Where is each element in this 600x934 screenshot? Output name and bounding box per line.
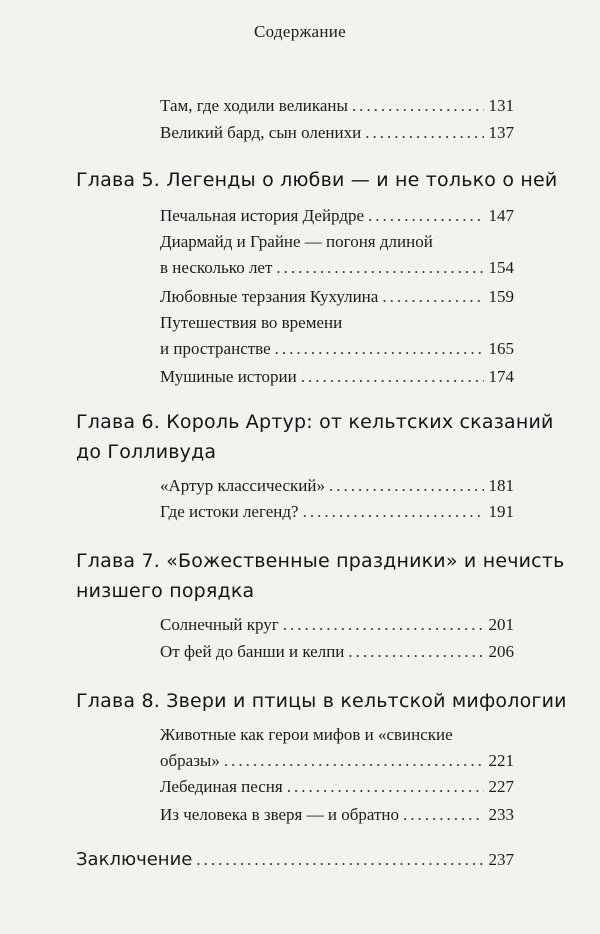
chapter-title: Глава 5. Легенды о любви — и не только о ней [76, 169, 558, 191]
toc-entry-title: образы» [160, 751, 220, 770]
toc-entry-page: 137 [488, 123, 514, 142]
toc-entry-title: Там, где ходили великаны [160, 96, 348, 115]
toc-entry-title-line: Животные как герои мифов и «свинские [160, 725, 453, 744]
dot-leader [276, 255, 484, 281]
dot-leader [352, 93, 484, 119]
chapter-heading [76, 686, 567, 716]
conclusion-title: Заключение [76, 849, 193, 870]
dot-leader [275, 336, 484, 362]
toc-entry-page: 201 [488, 615, 514, 634]
toc-entry-page: 165 [488, 339, 514, 358]
toc-entry-title: Любовные терзания Кухулина [160, 287, 379, 306]
toc-entry-title: Из человека в зверя — и обратно [160, 805, 400, 824]
chapter-title: Глава 8. Звери и птицы в кельтской мифологии [76, 690, 567, 712]
toc-entry-title: Солнечный круг [160, 615, 279, 634]
toc-entry-title-line: Путешествия во времени [160, 313, 343, 332]
dot-leader [196, 847, 484, 873]
dot-leader [382, 284, 484, 310]
toc-entry [160, 802, 514, 828]
toc-entry [160, 639, 514, 665]
dot-leader [283, 612, 484, 638]
chapter-heading [76, 407, 554, 467]
toc-entry-title: «Артур классический» [160, 476, 326, 495]
toc-entry-page: 227 [488, 777, 514, 796]
conclusion-page: 237 [488, 850, 514, 869]
toc-entry-page: 159 [488, 287, 514, 306]
dot-leader [403, 802, 484, 828]
toc-entry-title: Печальная история Дейрдре [160, 206, 365, 225]
dot-leader [287, 774, 484, 800]
toc-entry-page: 191 [488, 502, 514, 521]
chapter-heading [76, 165, 558, 195]
toc-entry-page: 154 [488, 258, 514, 277]
chapter-title: Глава 6. Король Артур: от кельтских сказаний [76, 411, 554, 433]
dot-leader [329, 473, 484, 499]
toc-entry-title: Лебединая песня [160, 777, 283, 796]
toc-entry-page: 174 [488, 367, 514, 386]
toc-entry [160, 310, 514, 362]
toc-entry-page: 131 [488, 96, 514, 115]
toc-entry [160, 229, 514, 281]
toc-entry-title: Мушиные истории [160, 367, 297, 386]
toc-entry-title: Великий бард, сын оленихи [160, 123, 362, 142]
toc-entry [160, 364, 514, 390]
chapter-title: низшего порядка [76, 580, 255, 602]
chapter-title: Глава 7. «Божественные праздники» и нечисть [76, 550, 565, 572]
toc-entry-title: От фей до банши и келпи [160, 642, 345, 661]
chapter-heading [76, 546, 565, 606]
running-head: Содержание [253, 22, 347, 41]
toc-entry [160, 284, 514, 310]
dot-leader [365, 120, 484, 146]
dot-leader [368, 203, 484, 229]
toc-entry [160, 499, 514, 525]
chapter-title: до Голливуда [76, 441, 217, 463]
dot-leader [348, 639, 484, 665]
toc-entry [160, 120, 514, 146]
toc-entry [160, 612, 514, 638]
toc-entry-page: 181 [488, 476, 514, 495]
toc-entry-page: 221 [488, 751, 514, 770]
toc-entry-title: Где истоки легенд? [160, 502, 299, 521]
toc-entry [160, 473, 514, 499]
dot-leader [224, 748, 484, 774]
toc-entry-page: 233 [488, 805, 514, 824]
toc-entry-page: 147 [488, 206, 514, 225]
dot-leader [303, 499, 484, 525]
toc-conclusion [76, 847, 514, 873]
toc-entry-title: и пространстве [160, 339, 271, 358]
toc-entry [160, 93, 514, 119]
toc-entry-title-line: Диармайд и Грайне — погоня длиной [160, 232, 433, 251]
toc-entry [160, 203, 514, 229]
toc-entry-title: в несколько лет [160, 258, 273, 277]
dot-leader [301, 364, 484, 390]
toc-entry-page: 206 [488, 642, 514, 661]
toc-entry [160, 722, 514, 774]
toc-entry [160, 774, 514, 800]
